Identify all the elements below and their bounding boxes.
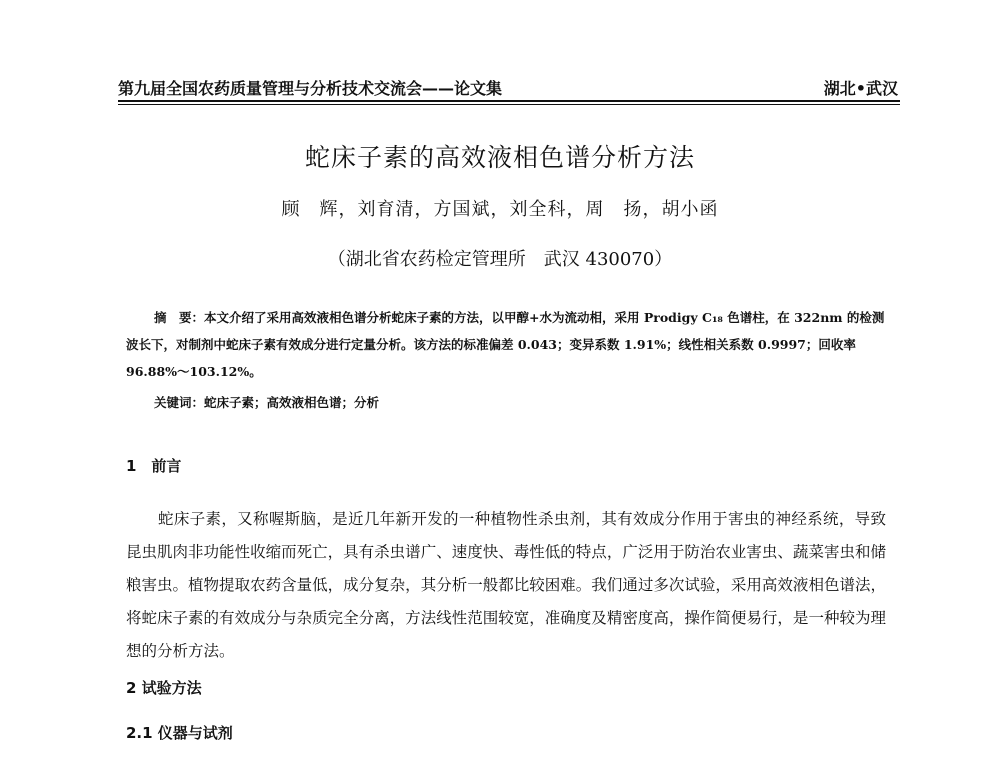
running-header <box>118 74 898 102</box>
abstract-text: 本文介绍了采用高效液相色谱分析蛇床子素的方法，以甲醇+水为流动相，采用 Prodigy C₁₈ 色谱柱，在 322nm 的检测波长下，对制剂中蛇床子素有效成分进行定量分析。该方法的标准偏差 0.043；变异系数 1.91%；线性相关系数 0.9997；回收率 96.88%～103.12%。 <box>126 310 885 379</box>
keywords-text: 蛇床子素；高效液相色谱；分析 <box>204 395 380 410</box>
keywords-label: 关键词： <box>154 395 205 410</box>
subsection-heading-instruments: 2.1 仪器与试剂 <box>126 724 233 742</box>
header-rule-thick <box>118 100 900 102</box>
introduction-paragraph: 蛇床子素，又称喔斯脑，是近几年新开发的一种植物性杀虫剂，其有效成分作用于害虫的神经系统，导致昆虫肌肉非功能性收缩而死亡，具有杀虫谱广、速度快、毒性低的特点，广泛用于防治农业害虫、蔬菜害虫和储粮害虫。植物提取农药含量低，成分复杂，其分析一般都比较困难。我们通过多次试验，采用高效液相色谱法，将蛇床子素的有效成分与杂质完全分离，方法线性范围较宽，准确度及精密度高，操作简便易行，是一种较为理想的分析方法。 <box>126 510 886 660</box>
section-heading-methods: 2 试验方法 <box>126 679 202 697</box>
author-list: 顾 辉，刘育清，方国斌，刘全科，周 扬，胡小函 <box>281 199 719 220</box>
keywords-line <box>154 393 379 411</box>
header-conference-title: 第九届全国农药质量管理与分析技术交流会——论文集 <box>118 79 503 98</box>
header-rule-thin <box>118 104 900 105</box>
introduction-body <box>126 503 886 668</box>
paper-title: 蛇床子素的高效液相色谱分析方法 <box>304 143 695 172</box>
header-location: 湖北•武汉 <box>823 79 898 98</box>
cut-off-text-line <box>190 752 590 760</box>
abstract-label: 摘 要： <box>154 310 205 325</box>
affiliation: （湖北省农药检定管理所 武汉 430070） <box>327 249 673 270</box>
section-heading-introduction: 1 前言 <box>126 457 182 475</box>
abstract-block <box>126 304 890 385</box>
